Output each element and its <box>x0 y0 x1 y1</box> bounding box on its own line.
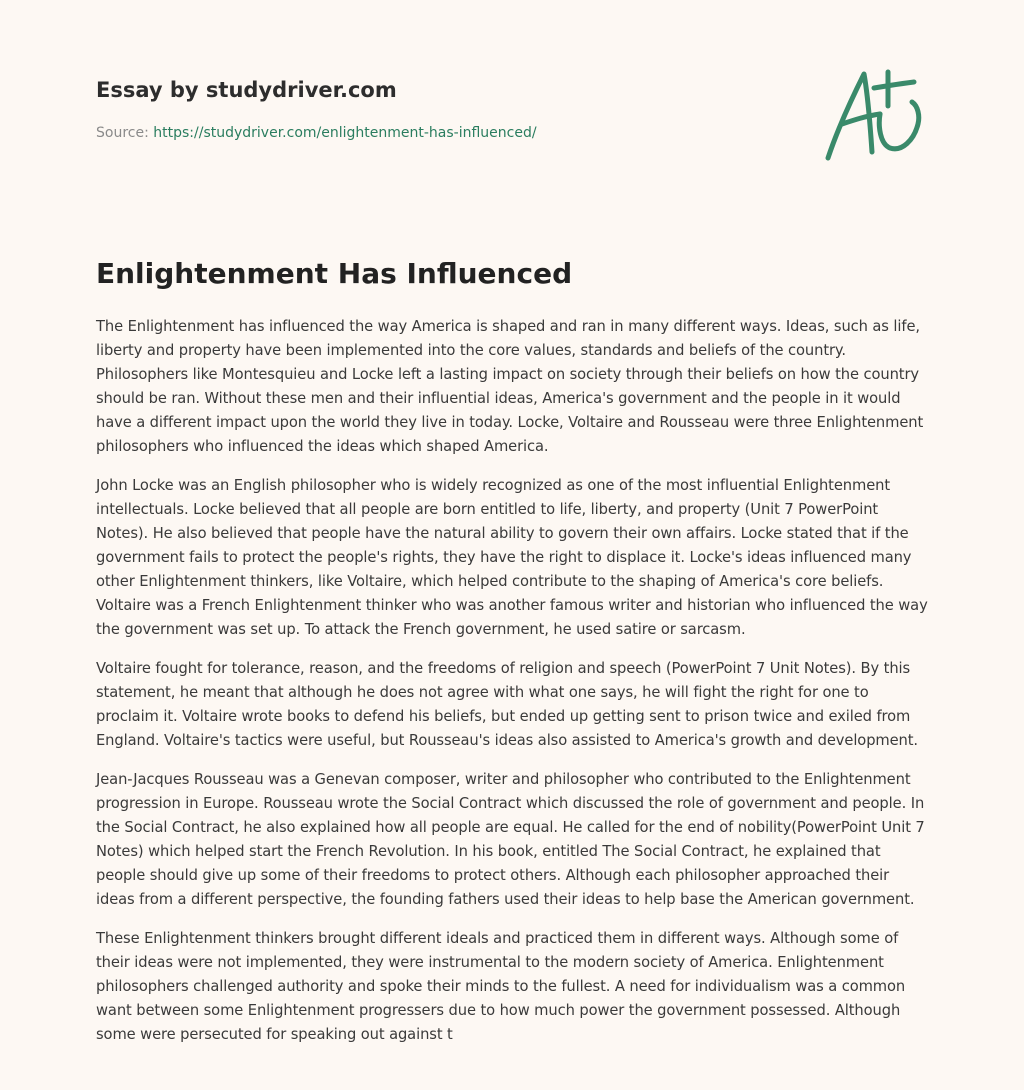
paragraph-3: Voltaire fought for tolerance, reason, and the freedoms of religion and speech (PowerPoint 7 Unit Notes). By this statement, he meant that although he does not agree with what one says, he will fight the right for one to proclaim it. Voltaire wrote books to defend his beliefs, but ended up getting sent to prison twice and exiled from England. Voltaire's tactics were useful, but Rousseau's ideas also assisted to America's growth and development. <box>96 660 918 749</box>
paragraph-5: These Enlightenment thinkers brought different ideals and practiced them in different ways. Although some of their ideas were not implemented, they were instrumental to the modern society of America. Enlightenment philosophers challenged authority and spoke their minds to the fullest. A need for individualism was a common want between some Enlightenment progressers due to how much power the government possessed. Although some were persecuted for speaking out against t <box>96 930 906 1043</box>
source-label: Source: <box>96 125 154 141</box>
paragraph-1: The Enlightenment has influenced the way America is shaped and ran in many different ways. Ideas, such as life, liberty and property have been implemented into the core values, standards and beliefs of the country. Philosophers like Montesquieu and Locke left a lasting impact on society through their beliefs on how the country should be ran. Without these men and their influential ideas, America's government and the people in it would have a different impact upon the world they live in today. Locke, Voltaire and Rousseau were three Enlightenment philosophers who influenced the ideas which shaped America. <box>96 318 924 455</box>
paragraph-4: Jean-Jacques Rousseau was a Genevan composer, writer and philosopher who contributed to the Enlightenment progression in Europe. Rousseau wrote the Social Contract which discussed the role of government and people. In the Social Contract, he also explained how all people are equal. He called for the end of nobility(PowerPoint Unit 7 Notes) which helped start the French Revolution. In his book, entitled The Social Contract, he explained that people should give up some of their freedoms to protect others. Although each philosopher approached their ideas from a different perspective, the founding fathers used their ideas to help base the American government. <box>96 771 925 908</box>
essay-body <box>96 315 932 1062</box>
essay-title: Enlightenment Has Influenced <box>96 257 573 290</box>
page-header <box>96 76 796 143</box>
paragraph-2: John Locke was an English philosopher who is widely recognized as one of the most influential Enlightenment intellectuals. Locke believed that all people are born entitled to life, liberty, and property (Unit 7 PowerPoint Notes). He also believed that people have the natural ability to govern their own affairs. Locke stated that if the government fails to protect the people's rights, they have the right to displace it. Locke's ideas influenced many other Enlightenment thinkers, like Voltaire, which helped contribute to the shaping of America's core beliefs. Voltaire was a French Enlightenment thinker who was another famous writer and historian who influenced the way the government was set up. To attack the French government, he used satire or sarcasm. <box>96 477 928 638</box>
site-title: Essay by studydriver.com <box>96 78 397 102</box>
a-plus-logo-icon <box>822 66 928 166</box>
source-link[interactable]: https://studydriver.com/enlightenment-has-influenced/ <box>153 125 537 141</box>
source-line <box>96 123 796 143</box>
